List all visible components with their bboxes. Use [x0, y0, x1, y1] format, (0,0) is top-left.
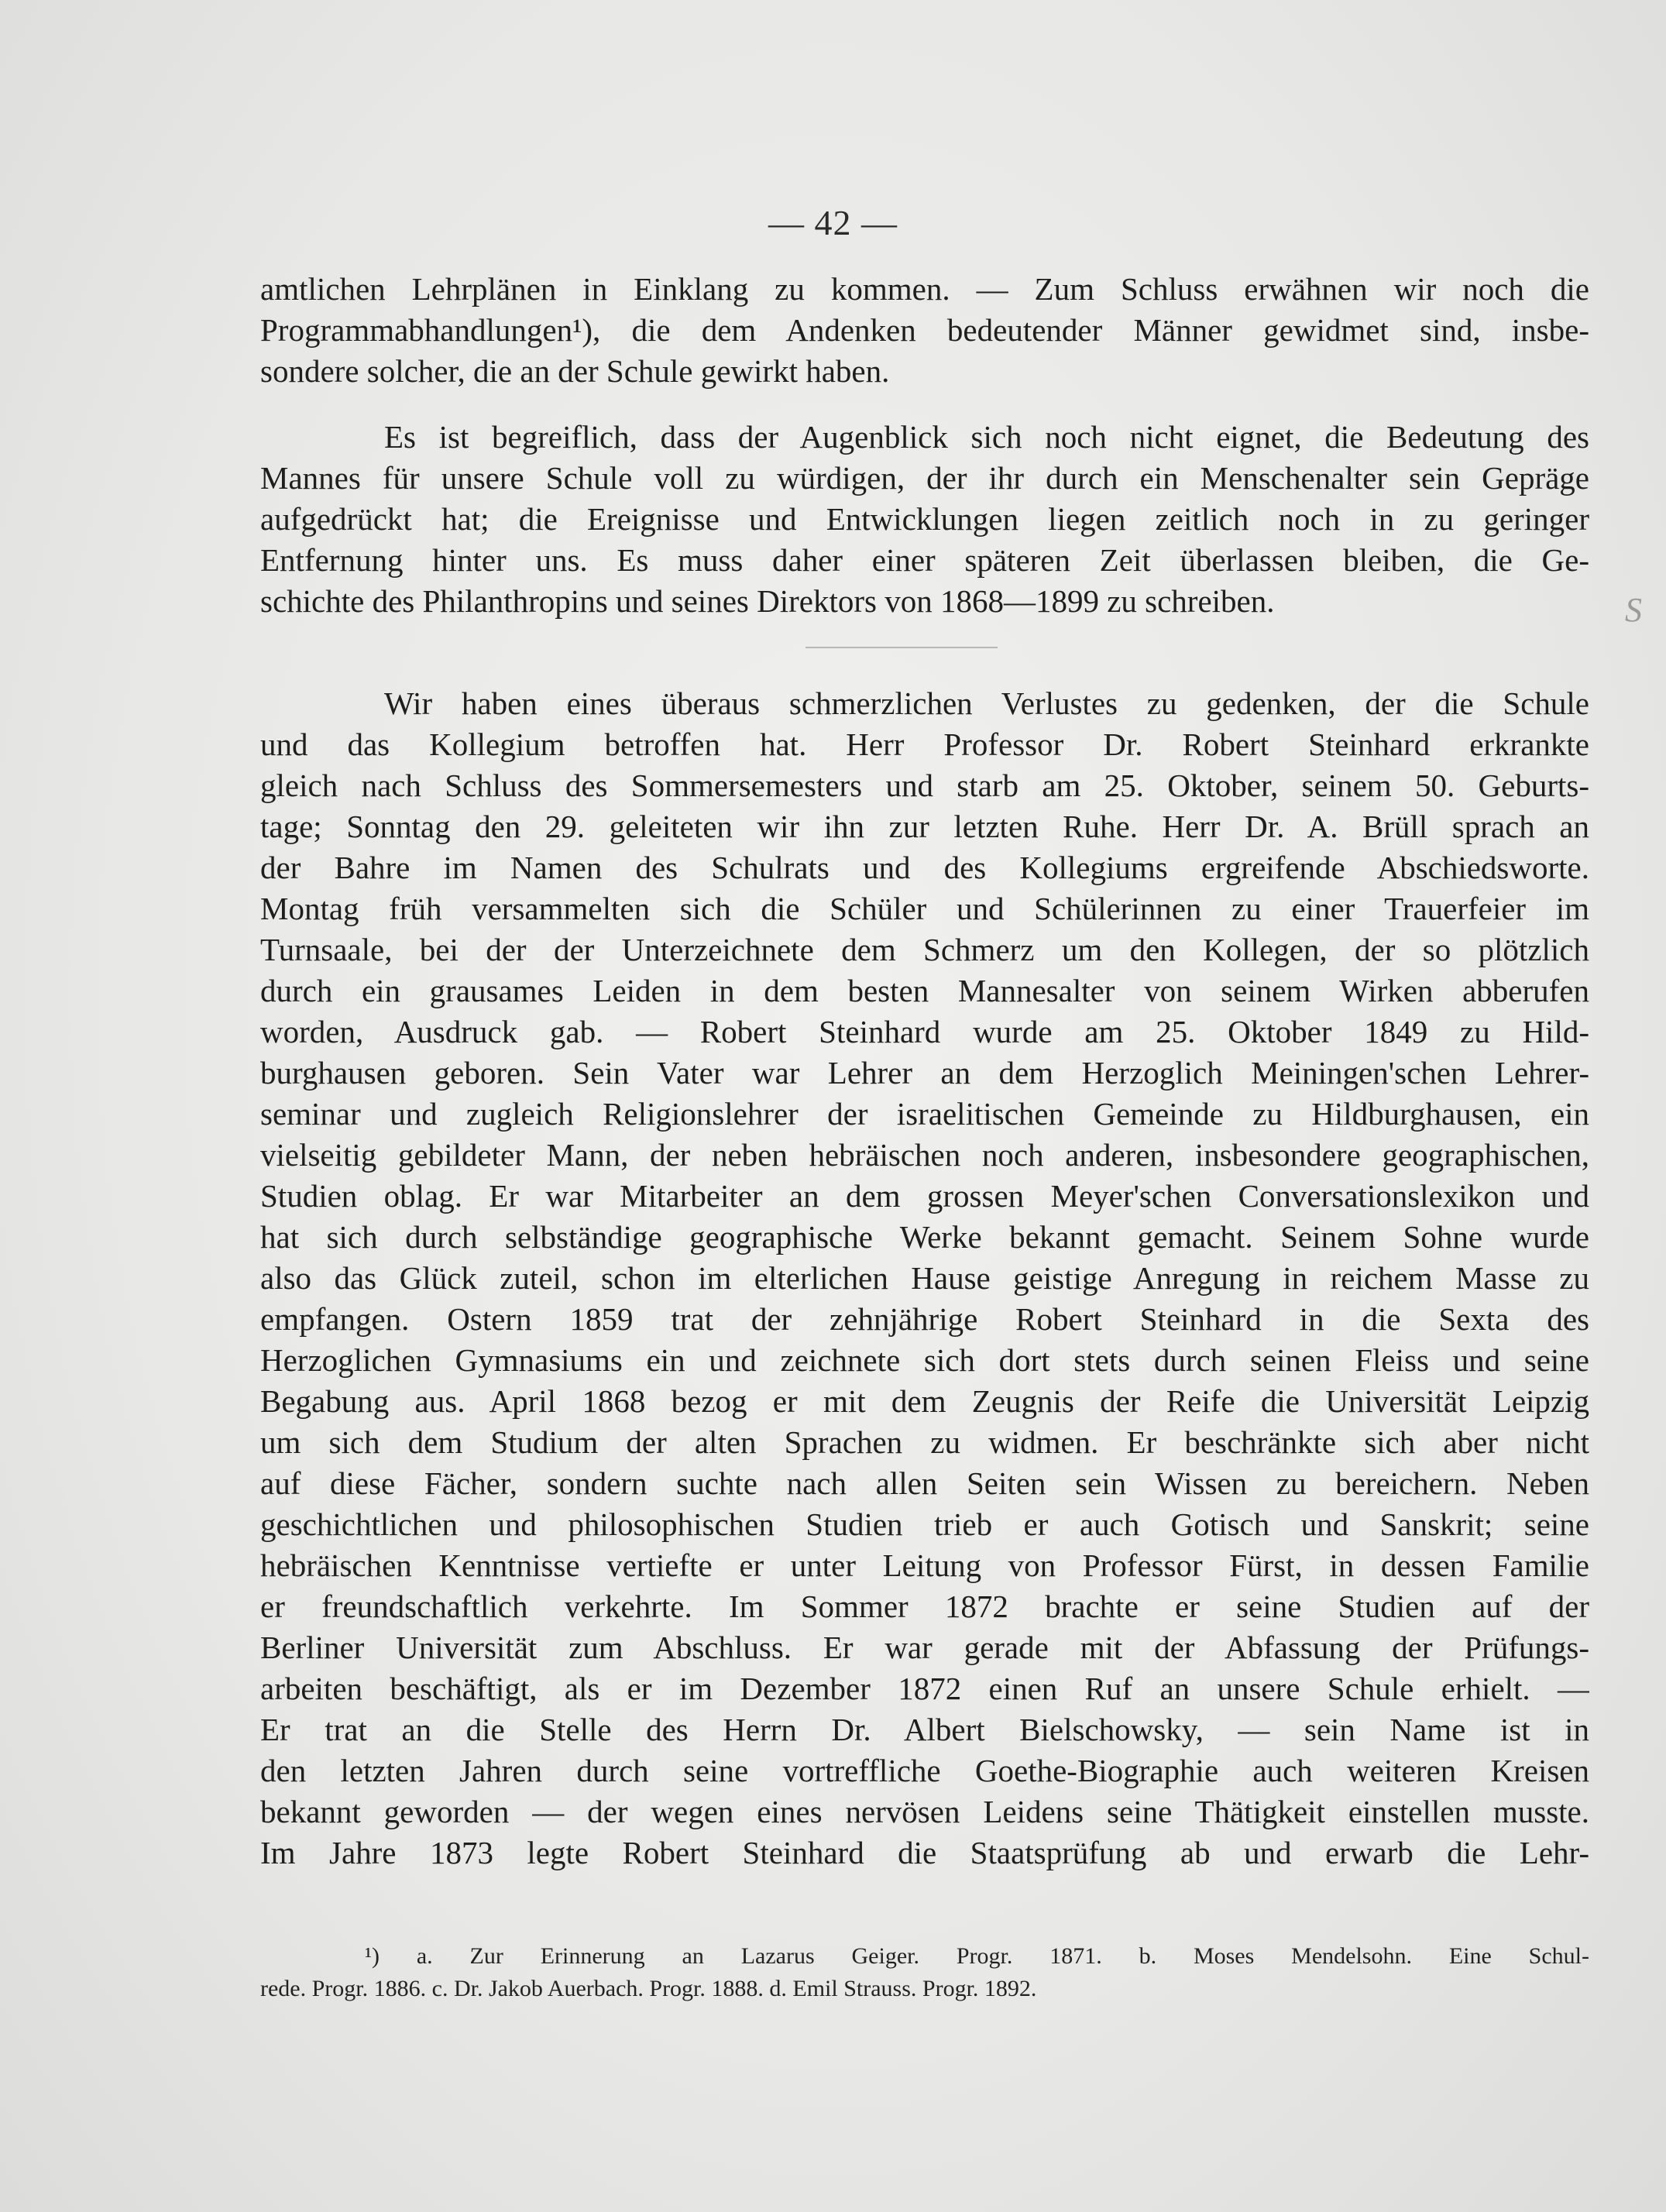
text-line: Herzoglichen Gymnasiums ein und zeichnete sich dort stets durch seinen Fleiss und seine: [260, 1342, 1589, 1378]
text-line: den letzten Jahren durch seine vortreffliche Goethe-Biographie auch weiteren Kreisen: [260, 1753, 1589, 1788]
text-line: amtlichen Lehrplänen in Einklang zu kommen. — Zum Schluss erwähnen wir noch die: [260, 271, 1589, 307]
margin-pencil-mark: S: [1625, 591, 1642, 629]
text-line: Es ist begreiflich, dass der Augenblick sich noch nicht eignet, die Bedeutung des: [384, 419, 1589, 455]
page-number: — 42 —: [768, 203, 898, 242]
text-line: Begabung aus. April 1868 bezog er mit dem Zeugnis der Reife die Universität Leipzig: [260, 1383, 1589, 1419]
footnotes: [260, 1940, 1589, 2005]
text-line: Programmabhandlungen¹), die dem Andenken bedeutender Männer gewidmet sind, insbe-: [260, 312, 1589, 348]
text-line: arbeiten beschäftigt, als er im Dezember 1872 einen Ruf an unsere Schule erhielt. —: [260, 1671, 1589, 1706]
text-line: geschichtlichen und philosophischen Studien trieb er auch Gotisch und Sanskrit; seine: [260, 1506, 1589, 1542]
text-line: Turnsaale, bei der der Unterzeichnete dem Schmerz um den Kollegen, der so plötzlich: [260, 932, 1589, 967]
text-line: empfangen. Ostern 1859 trat der zehnjährige Robert Steinhard in die Sexta des: [260, 1301, 1589, 1337]
text-line: aufgedrückt hat; die Ereignisse und Entwicklungen liegen zeitlich noch in zu geringer: [260, 501, 1589, 537]
text-line: seminar und zugleich Religionslehrer der israelitischen Gemeinde zu Hildburghausen, ein: [260, 1096, 1589, 1132]
text-line: also das Glück zuteil, schon im elterlichen Hause geistige Anregung in reichem Masse zu: [260, 1260, 1589, 1296]
paragraph-1: [260, 269, 1589, 392]
text-line: und das Kollegium betroffen hat. Herr Professor Dr. Robert Steinhard erkrankte: [260, 726, 1589, 762]
text-line: durch ein grausames Leiden in dem besten Mannesalter von seinem Wirken abberufen: [260, 973, 1589, 1008]
text-line: schichte des Philanthropins und seines Direktors von 1868—1899 zu schreiben.: [260, 583, 1275, 619]
text-line: gleich nach Schluss des Sommersemesters und starb am 25. Oktober, seinem 50. Geburts-: [260, 768, 1589, 803]
paragraph-2: [260, 417, 1589, 622]
text-line: hebräischen Kenntnisse vertiefte er unter Leitung von Professor Fürst, in dessen Familie: [260, 1547, 1589, 1583]
text-line: Studien oblag. Er war Mitarbeiter an dem grossen Meyer'schen Conversationslexikon und: [260, 1178, 1589, 1214]
text-line: hat sich durch selbständige geographische Werke bekannt gemacht. Seinem Sohne wurde: [260, 1219, 1589, 1255]
text-line: Er trat an die Stelle des Herrn Dr. Albert Bielschowsky, — sein Name ist in: [260, 1712, 1589, 1747]
text-line: auf diese Fächer, sondern suchte nach allen Seiten sein Wissen zu bereichern. Neben: [260, 1465, 1589, 1501]
text-line: er freundschaftlich verkehrte. Im Sommer 1872 brachte er seine Studien auf der: [260, 1589, 1589, 1624]
text-line: tage; Sonntag den 29. geleiteten wir ihn zur letzten Ruhe. Herr Dr. A. Brüll sprach an: [260, 809, 1589, 844]
text-line: Mannes für unsere Schule voll zu würdigen, der ihr durch ein Menschenalter sein Gepräge: [260, 460, 1589, 496]
footnote-line: rede. Progr. 1886. c. Dr. Jakob Auerbach. Progr. 1888. d. Emil Strauss. Progr. 1892.: [260, 1976, 1037, 2001]
text-line: Berliner Universität zum Abschluss. Er war gerade mit der Abfassung der Prüfungs-: [260, 1630, 1589, 1665]
text-line: sondere solcher, die an der Schule gewirkt haben.: [260, 353, 890, 389]
text-line: burghausen geboren. Sein Vater war Lehrer an dem Herzoglich Meiningen'schen Lehrer-: [260, 1055, 1589, 1091]
text-line: der Bahre im Namen des Schulrats und des Kollegiums ergreifende Abschiedsworte.: [260, 850, 1589, 885]
section-separator: [806, 647, 998, 648]
paragraph-3: [260, 683, 1589, 1874]
text-line: Im Jahre 1873 legte Robert Steinhard die Staatsprüfung ab und erwarb die Lehr-: [260, 1835, 1589, 1870]
text-line: um sich dem Studium der alten Sprachen zu widmen. Er beschränkte sich aber nicht: [260, 1424, 1589, 1460]
text-line: Wir haben eines überaus schmerzlichen Verlustes zu gedenken, der die Schule: [384, 685, 1589, 721]
footnote-line: ¹) a. Zur Erinnerung an Lazarus Geiger. Progr. 1871. b. Moses Mendelsohn. Eine Schul-: [365, 1943, 1589, 1969]
text-line: worden, Ausdruck gab. — Robert Steinhard wurde am 25. Oktober 1849 zu Hild-: [260, 1014, 1589, 1049]
text-line: Montag früh versammelten sich die Schüler und Schülerinnen zu einer Trauerfeier im: [260, 891, 1589, 926]
text-line: vielseitig gebildeter Mann, der neben hebräischen noch anderen, insbesondere geographischen,: [260, 1137, 1589, 1173]
text-line: bekannt geworden — der wegen eines nervösen Leidens seine Thätigkeit einstellen musste.: [260, 1794, 1589, 1829]
text-line: Entfernung hinter uns. Es muss daher einer späteren Zeit überlassen bleiben, die Ge-: [260, 542, 1589, 578]
